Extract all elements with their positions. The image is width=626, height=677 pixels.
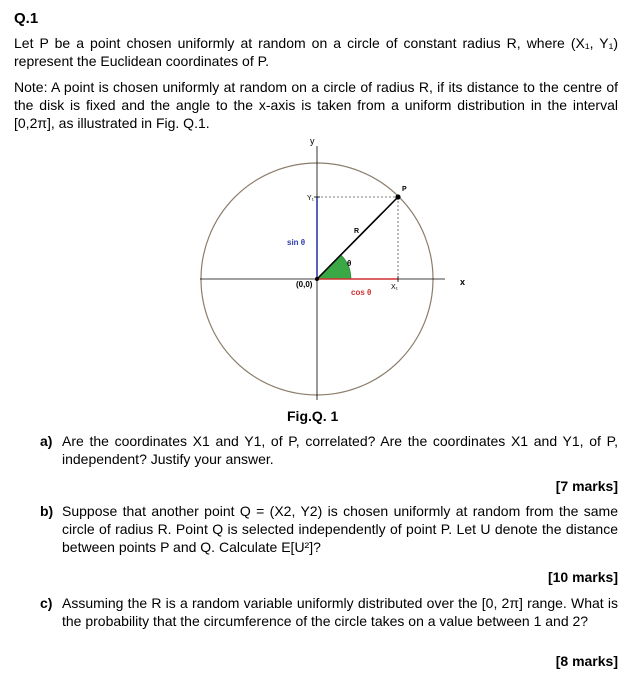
part-b-label: b): [40, 503, 54, 519]
x-axis-label: x: [460, 277, 466, 287]
part-b-text: Suppose that another point Q = (X2, Y2) is chosen uniformly at random from the same circle of radius R. Point Q is selected independently of point P. Let U denote the distance between points P and Q. Calculate E[U²]?: [62, 503, 618, 555]
question-title: Q.1: [14, 10, 39, 27]
point-p: [395, 194, 400, 199]
radius-label: R: [354, 228, 360, 235]
sin-label: sin θ: [287, 238, 306, 247]
origin-point: [315, 277, 319, 281]
figure-caption: Fig.Q. 1: [287, 408, 339, 424]
part-c-marks: [8 marks]: [555, 653, 618, 669]
y-axis-label: y: [310, 136, 315, 146]
part-a-text: Are the coordinates X1 and Y1, of P, correlated? Are the coordinates X1 and Y1, of P, independent? Justify your answer.: [62, 433, 618, 467]
question-note: Note: A point is chosen uniformly at random on a circle of radius R, if its distance to the centre of the disk is fixed and the angle to the x-axis is taken from a uniform distribution in the interval [0,2π], as illustrated in Fig. Q.1.: [14, 79, 618, 131]
angle-theta-wedge: [317, 255, 351, 279]
part-a-label: a): [40, 433, 53, 449]
cos-label: cos θ: [351, 288, 372, 297]
part-a-marks: [7 marks]: [555, 478, 618, 494]
part-c-text: Assuming the R is a random variable uniformly distributed over the [0, 2π] range. What is the probability that the circumference of the circle takes on a value between 1 and 2?: [62, 595, 618, 629]
question-intro: Let P be a point chosen uniformly at random on a circle of constant radius R, where (X₁, Y₁) represent the Euclidean coordinates of P.: [14, 35, 618, 69]
theta-label: θ: [347, 259, 352, 268]
figure-q1: [190, 132, 466, 404]
part-b-marks: [10 marks]: [547, 569, 618, 585]
part-c-label: c): [40, 595, 53, 611]
point-p-label: P: [402, 186, 407, 193]
radius-line: [317, 197, 398, 279]
origin-label: (0,0): [296, 280, 313, 289]
y1-label: Y₁: [307, 195, 315, 202]
x1-label: X₁: [391, 284, 399, 291]
